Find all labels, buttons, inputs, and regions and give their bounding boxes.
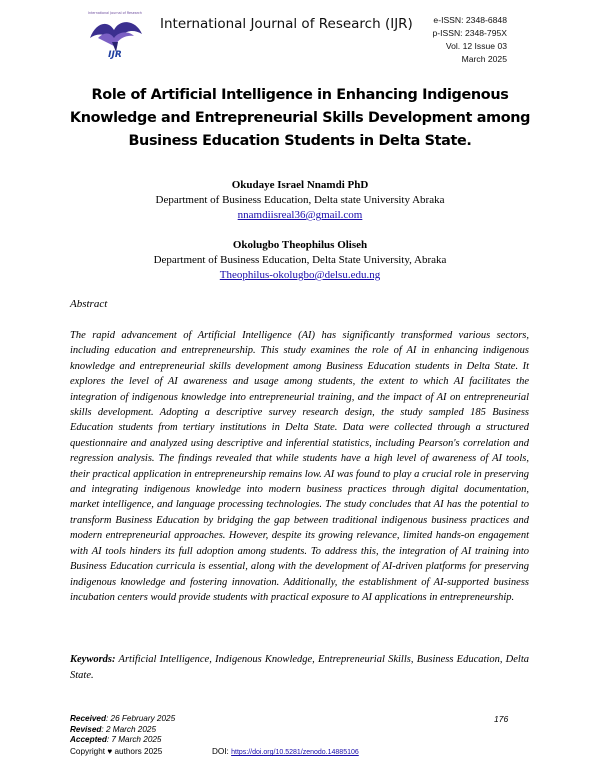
- pissn: p-ISSN: 2348-795X: [432, 28, 507, 38]
- author-affiliation: Department of Business Education, Delta State University, Abraka: [153, 254, 447, 266]
- revised-label: Revised: [70, 724, 102, 734]
- received-label: Received: [70, 714, 106, 723]
- author-block-1: [60, 178, 540, 223]
- abstract-body: The rapid advancement of Artificial Intelligence (AI) has significantly transformed various sectors, including education and entrepreneurship. This study examines the role of AI in enhancing indigenous knowledge and entrepreneurial skills development among Business Education students in Delta State. It explores the level of AI awareness and usage among students, the extent to which AI facilitates the integration of indigenous knowledge into entrepreneurial training, and the impact of AI on entrepreneurial skills development. Adopting a descriptive survey research design, the study sampled 185 Business Education students from tertiary institutions in Delta State. Data were collected through a structured questionnaire and analyzed using descriptive and inferential statistics, including Pearson's correlation and regression analysis. The findings revealed that while students have a high level of awareness of AI tools, their practical application in entrepreneurship remains low. AI was found to play a crucial role in preserving and integrating indigenous knowledge into modern business practices through digital documentation, market intelligence, and language processing technologies. The study concludes that AI has the potential to transform Business Education by bridging the gap between traditional indigenous business practices and modern entrepreneurial approaches. However, despite its growing relevance, limited hands-on engagement with AI tools hinders its full adoption among students. To address this, the integration of AI training into Business Education curricula is essential, along with the development of AI-driven platforms for preserving indigenous knowledge and fostering innovation. Additionally, the establishment of AI-supported business incubation centers would provide students with practical exposure to AI applications in entrepreneurship.: [70, 330, 529, 603]
- journal-name: International Journal of Research (IJR): [160, 16, 413, 32]
- copyright: Copyright ♥ authors 2025: [70, 747, 163, 756]
- submission-dates: [70, 714, 175, 746]
- issue-date: March 2025: [461, 54, 507, 64]
- author-name: Okudaye Israel Nnamdi PhD: [231, 179, 369, 191]
- volume-issue: Vol. 12 Issue 03: [445, 41, 507, 51]
- author-name: Okolugbo Theophilus Oliseh: [232, 239, 368, 251]
- keywords: [70, 652, 529, 684]
- author-affiliation: Department of Business Education, Delta state University Abraka: [155, 194, 445, 206]
- logo-mark: IJR: [108, 50, 122, 60]
- page-number: 176: [494, 714, 509, 724]
- keywords-text: Artificial Intelligence, Indigenous Knowledge, Entrepreneurial Skills, Business Education, Delta State.: [70, 654, 529, 681]
- author-email-link[interactable]: nnamdiisreal36@gmail.com: [237, 209, 363, 221]
- journal-meta: [432, 14, 507, 66]
- journal-logo: [84, 8, 146, 60]
- paper-title: Role of Artificial Intelligence in Enhancing Indigenous Knowledge and Entrepreneurial Skills Development among Business Education Students in Delta State.: [69, 87, 531, 149]
- keywords-label: Keywords:: [70, 654, 116, 665]
- received-date: : 26 February 2025: [105, 714, 176, 723]
- accepted-date: : 7 March 2025: [106, 735, 162, 744]
- accepted-label: Accepted: [70, 735, 107, 744]
- author-email-link[interactable]: Theophilus-okolugbo@delsu.edu.ng: [219, 269, 381, 281]
- eissn: e-ISSN: 2348-6848: [433, 15, 507, 25]
- abstract-heading: Abstract: [70, 298, 108, 310]
- doi-link[interactable]: https://doi.org/10.5281/zenodo.14885106: [231, 749, 359, 756]
- logo-text: International Journal of Research: [88, 11, 142, 15]
- author-block-2: [60, 238, 540, 283]
- doi-label: DOI:: [212, 747, 232, 756]
- doi: [212, 747, 359, 756]
- revised-date: : 2 March 2025: [101, 724, 157, 734]
